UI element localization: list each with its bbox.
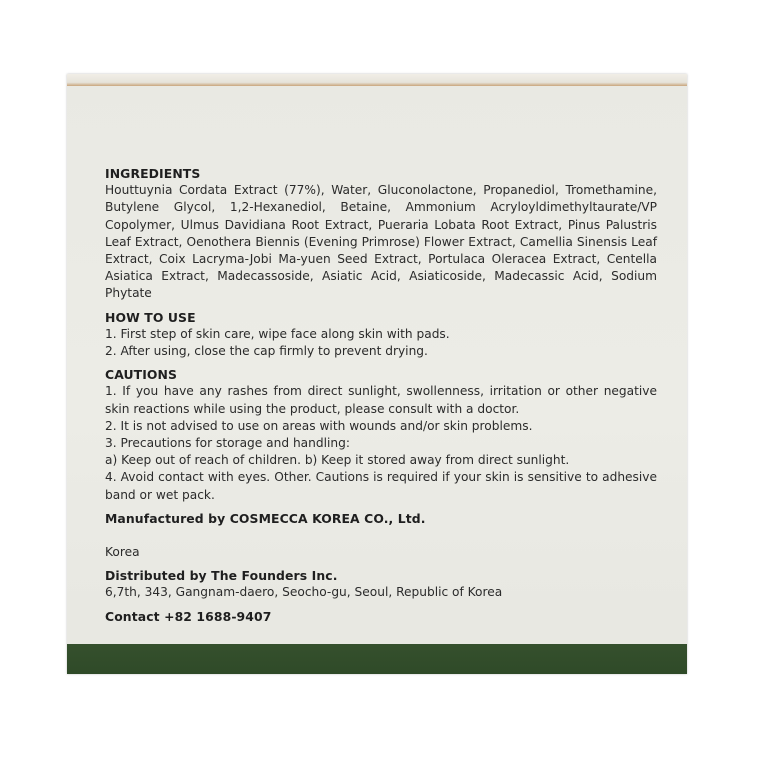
caution-item: 2. It is not advised to use on areas with wounds and/or skin problems. <box>105 418 533 433</box>
label-text-panel <box>105 165 657 625</box>
product-box-back <box>67 74 687 674</box>
ingredients-text: Houttuynia Cordata Extract (77%), Water, Gluconolactone, Propanediol, Tromethamine, Butylene Glycol, 1,2-Hexanediol, Betaine, Ammonium Acryloyldimethyltaurate/VP Copolymer, Ulmus Davidiana Root Extract, Pueraria Lobata Root Extract, Pinus Palustris Leaf Extract, Oenothera Biennis (Evening Primrose) Flower Extract, Camellia Sinensis Leaf Extract, Coix Lacryma-Jobi Ma-yuen Seed Extract, Portulaca Oleracea Extract, Centella Asiatica Extract, Madecassoside, Asiatic Acid, Asiaticoside, Madecassic Acid, Sodium Phytate <box>105 183 657 301</box>
caution-item: 3. Precautions for storage and handling: <box>105 436 350 451</box>
caution-item: 4. Avoid contact with eyes. Other. Cautions is required if your skin is sensitive to adhesive band or wet pack. <box>105 470 657 502</box>
cautions-heading: CAUTIONS <box>105 367 178 383</box>
origin-line: Korea <box>105 545 140 560</box>
distributor-line: Distributed by The Founders Inc. <box>105 568 338 584</box>
distributor-address: 6,7th, 343, Gangnam-daero, Seocho-gu, Seoul, Republic of Korea <box>105 585 503 600</box>
caution-item: 1. If you have any rashes from direct sunlight, swollenness, irritation or other negative skin reactions while using the product, please consult with a doctor. <box>105 384 657 416</box>
box-top-lip <box>67 74 687 86</box>
how-to-use-heading: HOW TO USE <box>105 309 196 325</box>
caution-item: a) Keep out of reach of children. b) Keep it stored away from direct sunlight. <box>105 453 570 468</box>
manufacturer-line: Manufactured by COSMECCA KOREA CO., Ltd. <box>105 510 426 526</box>
how-to-use-item: 2. After using, close the cap firmly to prevent drying. <box>105 344 428 359</box>
green-bottom-band <box>67 644 687 674</box>
how-to-use-item: 1. First step of skin care, wipe face along skin with pads. <box>105 326 450 341</box>
contact-line: Contact +82 1688-9407 <box>105 608 272 624</box>
ingredients-heading: INGREDIENTS <box>105 166 201 181</box>
